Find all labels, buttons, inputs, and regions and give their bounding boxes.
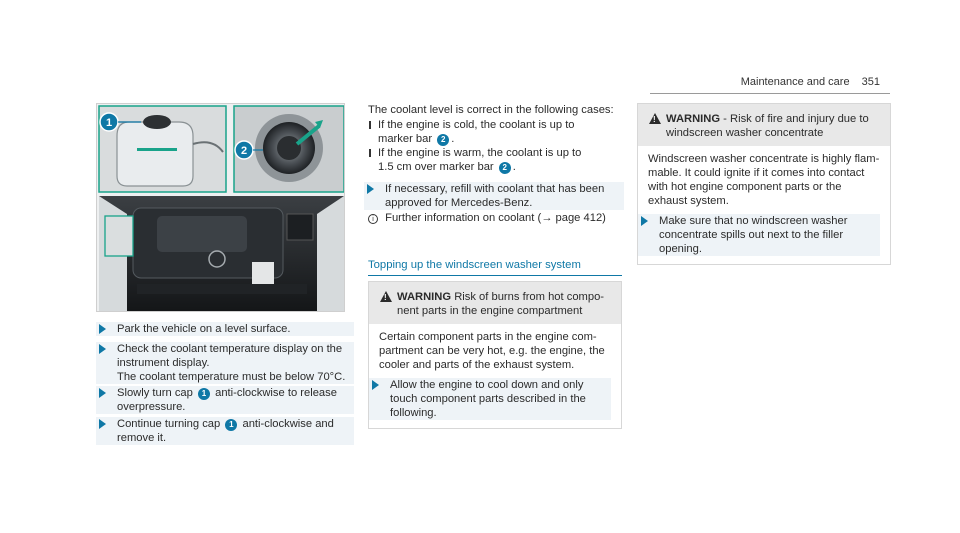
step-text: Check the coolant temperature display on the [117,343,343,355]
warning-icon [380,291,392,302]
step-turn-cap [96,386,354,414]
bullet-text: If the engine is warm, the coolant is up to [378,147,582,159]
coolant-intro: The coolant level is correct in the following cases: [368,104,614,116]
step-arrow-icon [99,419,106,429]
bullet-text: . [512,161,516,173]
callout-1: 1 [105,117,113,129]
warning-label: WARNING [666,113,721,125]
bullet-text: marker bar [378,133,433,145]
warning-text: - Risk of fire and injury due to [720,113,869,125]
callout-badge: 1 [225,419,237,431]
warning-label: WARNING [397,291,452,303]
arrow-icon: → [541,212,553,224]
section-title: Topping up the windscreen washer system [368,258,622,276]
bullet-cold [368,118,624,146]
step-arrow-icon [641,216,648,226]
warning-text: mable. It could ignite if it comes into contact [648,167,865,179]
step-text: overpressure. [117,401,186,413]
warning-text: partment can be very hot, e.g. the engine, the [379,345,605,357]
step-text: remove it. [117,432,167,444]
info-note [368,211,624,225]
warning-text: Risk of burns from hot compo- [454,291,605,303]
bullet-text: . [451,133,455,145]
step-text: opening. [659,243,702,255]
step-text: anti-clockwise and [242,418,334,430]
step-text: Continue turning cap [117,418,221,430]
warning-burns [368,281,622,429]
info-icon: i [368,214,378,224]
bullet-warm [368,146,624,174]
warning-text: Windscreen washer concentrate is highly flam- [648,153,880,165]
step-remove-cap [96,417,354,445]
warning-header [638,104,890,146]
page-number: 351 [861,76,880,88]
warning-body [369,324,621,428]
page-reference-link[interactable]: page 412) [552,212,606,224]
step-text: Make sure that no windscreen washer [659,215,848,227]
step-text: Allow the engine to cool down and only [390,379,584,391]
callout-badge: 1 [198,388,210,400]
warning-text: windscreen washer concentrate [666,127,824,139]
step-arrow-icon [367,184,374,194]
callout-2: 2 [240,145,248,157]
step-text: The coolant temperature must be below 70°C. [117,371,346,383]
step-text: following. [390,407,437,419]
info-text: Further information on coolant ( [385,212,542,224]
callout-badge: 2 [499,162,511,174]
step-arrow-icon [99,324,106,334]
step-arrow-icon [372,380,379,390]
step-avoid-spill [638,214,880,256]
step-text: touch component parts described in the [390,393,586,405]
warning-text: with hot engine component parts or the [648,181,842,193]
warning-fire [637,103,891,265]
engine-compartment-figure [96,103,345,312]
step-arrow-icon [99,344,106,354]
step-text: Slowly turn cap [117,387,193,399]
warning-text: nent parts in the engine compartment [397,305,583,317]
header-divider [650,93,890,94]
step-text: instrument display. [117,357,210,369]
step-park [96,322,354,336]
warning-body [638,146,890,264]
step-text: concentrate spills out next to the filler [659,229,844,241]
bullet-text: 1.5 cm over marker bar [378,161,494,173]
step-refill [364,182,624,210]
step-text: approved for Mercedes-Benz. [385,197,533,209]
coolant-level-section [368,103,624,225]
engine-illustration [97,104,345,312]
warning-text: exhaust system. [648,195,729,207]
warning-text: cooler and parts of the exhaust system. [379,359,575,371]
step-text: Park the vehicle on a level surface. [117,323,291,335]
step-cool-engine [369,378,611,420]
callout-badge: 2 [437,134,449,146]
warning-header [369,282,621,324]
warning-text: Certain component parts in the engine com- [379,331,597,343]
warning-icon [649,113,661,124]
page-header [741,75,880,89]
section-name: Maintenance and care [740,76,850,88]
bullet-text: If the engine is cold, the coolant is up to [378,119,575,131]
step-text: If necessary, refill with coolant that has been [385,183,605,195]
step-arrow-icon [99,388,106,398]
step-text: anti-clockwise to release [215,387,337,399]
step-check-temperature [96,342,354,384]
